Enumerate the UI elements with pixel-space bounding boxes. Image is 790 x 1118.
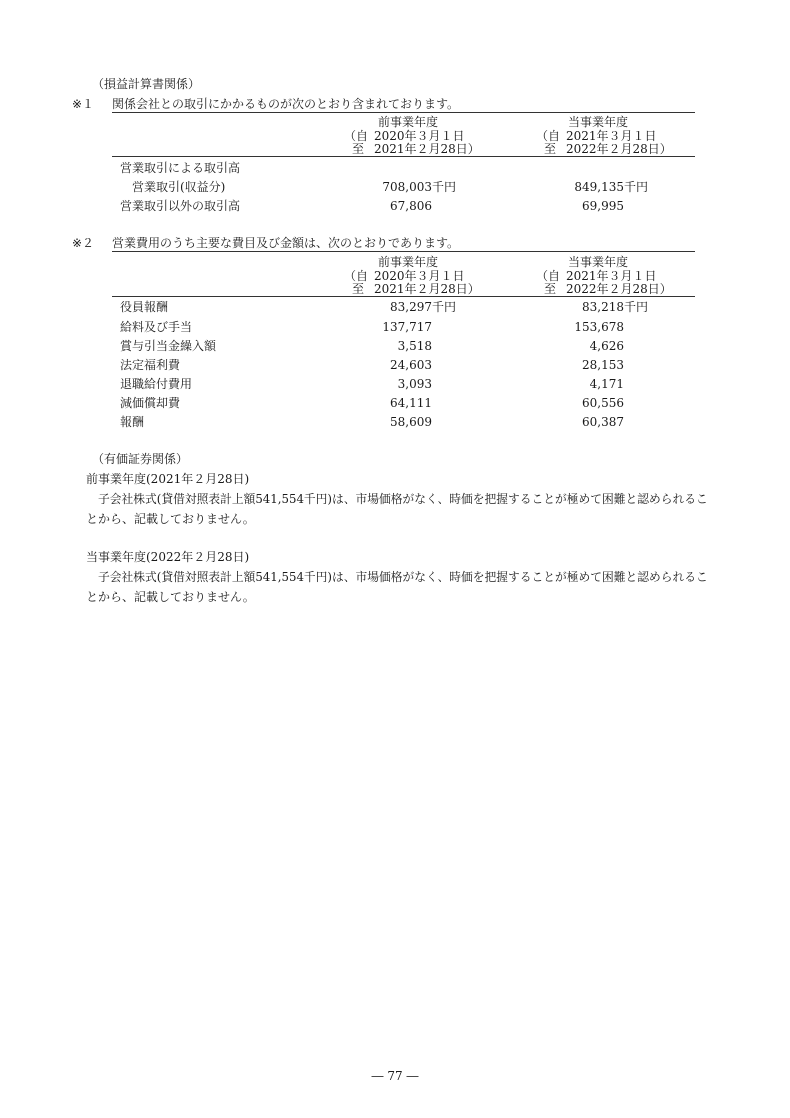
note1-row-curr: 849,135千円 — [574, 180, 648, 194]
note2-prev-to-date: 2021年２月28日） — [374, 282, 480, 296]
note2-prev-title: 前事業年度 — [378, 255, 439, 269]
note2-row-curr: 60,387 — [582, 415, 624, 429]
note2-row-label: 賞与引当金繰入額 — [120, 339, 217, 353]
note1-curr-from-date: 2021年３月１日 — [566, 129, 657, 143]
note2-curr-from-mark: （自 — [536, 269, 561, 283]
note1-row-prev: 708,003千円 — [382, 180, 456, 194]
note1-marker: ※１ — [72, 97, 95, 111]
securities-curr-line2: とから、記載しておりません。 — [86, 590, 255, 604]
note2-marker: ※２ — [72, 236, 95, 250]
note2-row-label: 報酬 — [120, 415, 145, 429]
note2-row-label: 役員報酬 — [120, 300, 169, 314]
securities-prev-line2: とから、記載しておりません。 — [86, 512, 255, 526]
note2-row-label: 退職給付費用 — [120, 377, 193, 391]
note2-row-curr: 28,153 — [582, 358, 624, 372]
note2-curr-to-mark: 至 — [544, 282, 557, 296]
note1-curr-to-date: 2022年２月28日） — [566, 142, 672, 156]
note2-curr-to-date: 2022年２月28日） — [566, 282, 672, 296]
note2-header-rule — [112, 296, 695, 297]
note2-row-label: 法定福利費 — [120, 358, 181, 372]
note2-row-prev: 137,717 — [382, 320, 432, 334]
note1-curr-from-mark: （自 — [536, 129, 561, 143]
securities-curr-title: 当事業年度(2022年２月28日) — [86, 550, 250, 564]
note2-row-prev: 64,111 — [390, 396, 432, 410]
note2-prev-from-mark: （自 — [344, 269, 369, 283]
income-section-heading: （損益計算書関係） — [92, 77, 201, 91]
note1-row-label: 営業取引(収益分) — [132, 180, 226, 194]
note2-row-label: 給料及び手当 — [120, 320, 193, 334]
securities-prev-title: 前事業年度(2021年２月28日) — [86, 472, 250, 486]
note1-prev-to-date: 2021年２月28日） — [374, 142, 480, 156]
note2-row-curr: 4,626 — [589, 339, 624, 353]
note1-row-curr: 69,995 — [582, 199, 624, 213]
note1-curr-title: 当事業年度 — [568, 115, 629, 129]
note1-row-prev: 67,806 — [390, 199, 432, 213]
note2-row-prev: 3,518 — [397, 339, 432, 353]
note2-row-prev: 58,609 — [390, 415, 432, 429]
note2-row-label: 減価償却費 — [120, 396, 181, 410]
note2-row-prev: 83,297千円 — [390, 300, 456, 314]
note1-prev-title: 前事業年度 — [378, 115, 439, 129]
note2-row-prev: 3,093 — [397, 377, 432, 391]
note1-curr-to-mark: 至 — [544, 142, 557, 156]
note1-row-label: 営業取引以外の取引高 — [120, 199, 241, 213]
note2-row-curr: 83,218千円 — [582, 300, 648, 314]
securities-curr-line1: 子会社株式(貸借対照表計上額541,554千円)は、市場価格がなく、時価を把握することが極めて困難と認められるこ — [98, 570, 708, 584]
note2-row-curr: 60,556 — [582, 396, 624, 410]
note1-prev-from-mark: （自 — [344, 129, 369, 143]
note1-row-label: 営業取引による取引高 — [120, 161, 241, 175]
note1-prev-from-date: 2020年３月１日 — [374, 129, 465, 143]
note2-curr-title: 当事業年度 — [568, 255, 629, 269]
note1-prev-to-mark: 至 — [352, 142, 365, 156]
note1-top-rule — [112, 112, 695, 113]
note2-row-curr: 153,678 — [574, 320, 624, 334]
note2-prev-to-mark: 至 — [352, 282, 365, 296]
note1-title: 関係会社との取引にかかるものが次のとおり含まれております。 — [112, 97, 460, 111]
note2-prev-from-date: 2020年３月１日 — [374, 269, 465, 283]
note2-top-rule — [112, 251, 695, 252]
note2-title: 営業費用のうち主要な費目及び金額は、次のとおりであります。 — [112, 236, 460, 250]
note1-header-rule — [112, 156, 695, 157]
page-number: ― 77 ― — [371, 1069, 419, 1083]
note2-curr-from-date: 2021年３月１日 — [566, 269, 657, 283]
securities-section-heading: （有価証券関係） — [92, 452, 189, 466]
note2-row-curr: 4,171 — [589, 377, 624, 391]
securities-prev-line1: 子会社株式(貸借対照表計上額541,554千円)は、市場価格がなく、時価を把握することが極めて困難と認められるこ — [98, 492, 708, 506]
note2-row-prev: 24,603 — [390, 358, 432, 372]
